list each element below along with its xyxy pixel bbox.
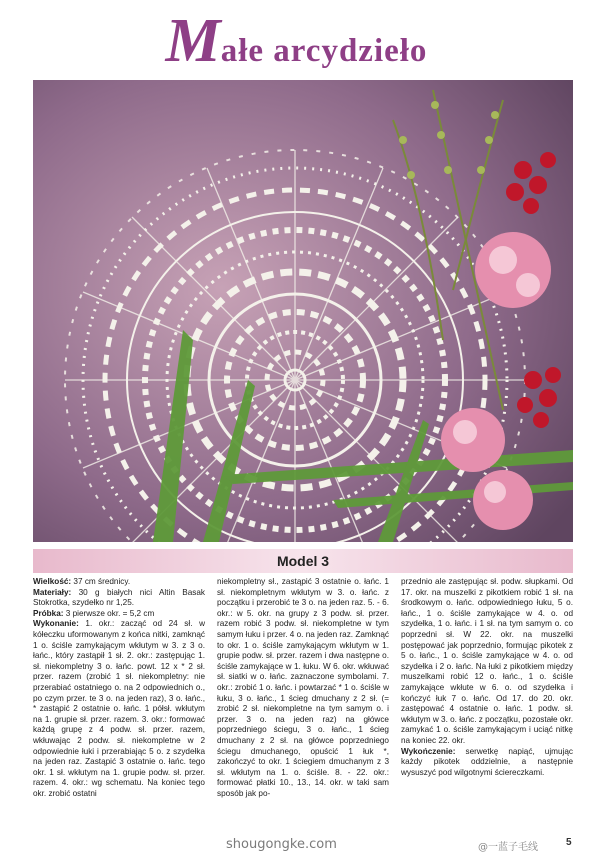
page-number: 5 [566,837,572,848]
doily-illustration [33,80,573,542]
watermark: shougongke.com [226,837,337,852]
materials-label: Materiały: [33,587,72,597]
execution-paragraph [33,619,205,799]
gauge-label: Próbka: [33,608,64,618]
column-1 [33,577,205,799]
execution-text: 1. okr.: zacząć od 24 sł. w kółeczku uformowanym z końca nitki, zamknąć 1 o. ściśle zamykającym wkłutym w 3. z 3 o. łańc., który zastąpił 1 sł. 2. okr.: zastępując 1. sł. niekompletny 3 o. łańc. powt. 12 x * 2 sł. przer. razem (zrobić 1 sł. niekompletny: nie przerabiać ostatniego o. na 2 odpowiednich o., po czym przer. te 3 o. na jeden raz), 3 o. łańc., * zastąpić 2 ostatnie o. łańc. 1 półsł. wkłutym na 1. grupie sł. przer. razem. 3. okr.: formować każdą grupę z 4 podw. sł. przer. razem, wkłuwając 2 podw. sł. niekompletne w 2 odpowiednie łuki i przerabiając 5 o. z szydełka na jeden raz. Zastąpić 3 ostatnie o. łańc. tego okr. 1 sł. wkłutym na 1. grupie podw. sł. przer. razem. 4. okr.: wg schematu. Na koniec tego okr. zrobić ostatni [33,619,205,798]
title-initial: M [165,7,221,75]
column-3 [401,577,573,778]
materials-text: 30 g białych nici Altin Basak Stokrotka, szydełko nr 1,25. [33,587,205,608]
title-rest: ałe arcydzieło [220,33,428,69]
corner-watermark: @一蓝子毛线 [478,842,538,853]
finishing-label: Wykończenie: [401,746,456,756]
section-banner [33,549,573,573]
materials-paragraph [33,588,205,609]
gauge-paragraph [33,609,205,620]
column-2 [217,577,389,799]
execution-label: Wykonanie: [33,619,79,629]
doily-photo [33,80,573,542]
column-3-text: przednio ale zastępując sł. podw. słupkami. Od 17. okr. na muszelki z pikotkiem robić 1 sł. na środkowym o. łańc. odpowiedniego łuku, 5 o. łańc., 1 o. ściśle zamykające w 4. o. od szydełka, 1 o. łańc. i 1 sł. na tym samym o. co poprzedni sł. W 22. okr. na muszelki postępować jak poprzednio, formując pikotek z 5 o. łańc., 1 o. ściśle zamykające w 4. o. od szydełka i 2 o. łańc. Na łuki z pikotkiem między muszelkami robić 12 o. łańc., 1 o. ściśle zamykające wkłute w 6. o. od szydełka i kończyć łuk 7 o. łańc. Od 17. do 20. okr. zastępować 4 ostatnie o. łańc. 1 podw. sł. wkłutym w 3. o. łańc. z początku, pozostałe okr. zamykać 1 o. ściśle zamykającym i uciąć nitkę na koniec 22. okr. [401,577,574,745]
finishing-paragraph [401,747,573,779]
size-label: Wielkość: [33,577,72,586]
size-paragraph [33,577,205,588]
gauge-text: 3 pierwsze okr. = 5,2 cm [63,608,155,618]
instructions [33,577,573,827]
section-heading: Model 3 [276,553,330,569]
column-2-text: niekompletny sł., zastąpić 3 ostatnie o. łańc. 1 sł. niekompletnym wkłutym w 3. o. łańc. z początku i przerobić te 3 o. na jeden raz. 5. - 6. okr.: w 5. okr. na grupy z 3 podw. sł. przer. razem robić 3 podw. sł. niekompletne w tym samym łuku i przer. 4 o. na jeden raz. Zamknąć to okr. 1 o. ściśle zamykającym wkłutym w 1. grupie podw. sł. przer. razem i dwa następne o. ściśle zamykające w 1. łuku. W 6. okr. wkłuwać sł. siatki w o. łańc. zaznaczone symbolami. 7. okr.: zrobić 1 o. łańc. i powtarzać * 1 o. ściśle w łuku, 3 o. łańc., 1 ścieg dmuchany z 2 sł. (= zrobić 2 sł. niekompletne na tym samym o. i przer. 3 o. na jeden raz) na główce poprzedniego ściegu, 3 o. łańc., 1 ścieg dmuchany z 2 sł. na główce poprzedniego ściegu dmuchanego, opuścić 1 łuk *, zakończyć to okr. 1 ściegiem dmuchanym z 3 sł. wkłutym na 1. o. ściśle. 8. - 22. okr.: formować płatki 10., 13., 14. okr. w taki sam sposób jak po- [217,577,390,798]
size-text: 37 cm średnicy. [71,577,131,586]
finishing-text: serwetkę napiąć, ujmując każdy pikotek oddzielnie, a następnie wysuszyć pod wilgotnymi ściereczkami. [401,746,573,777]
page-title [0,6,593,76]
